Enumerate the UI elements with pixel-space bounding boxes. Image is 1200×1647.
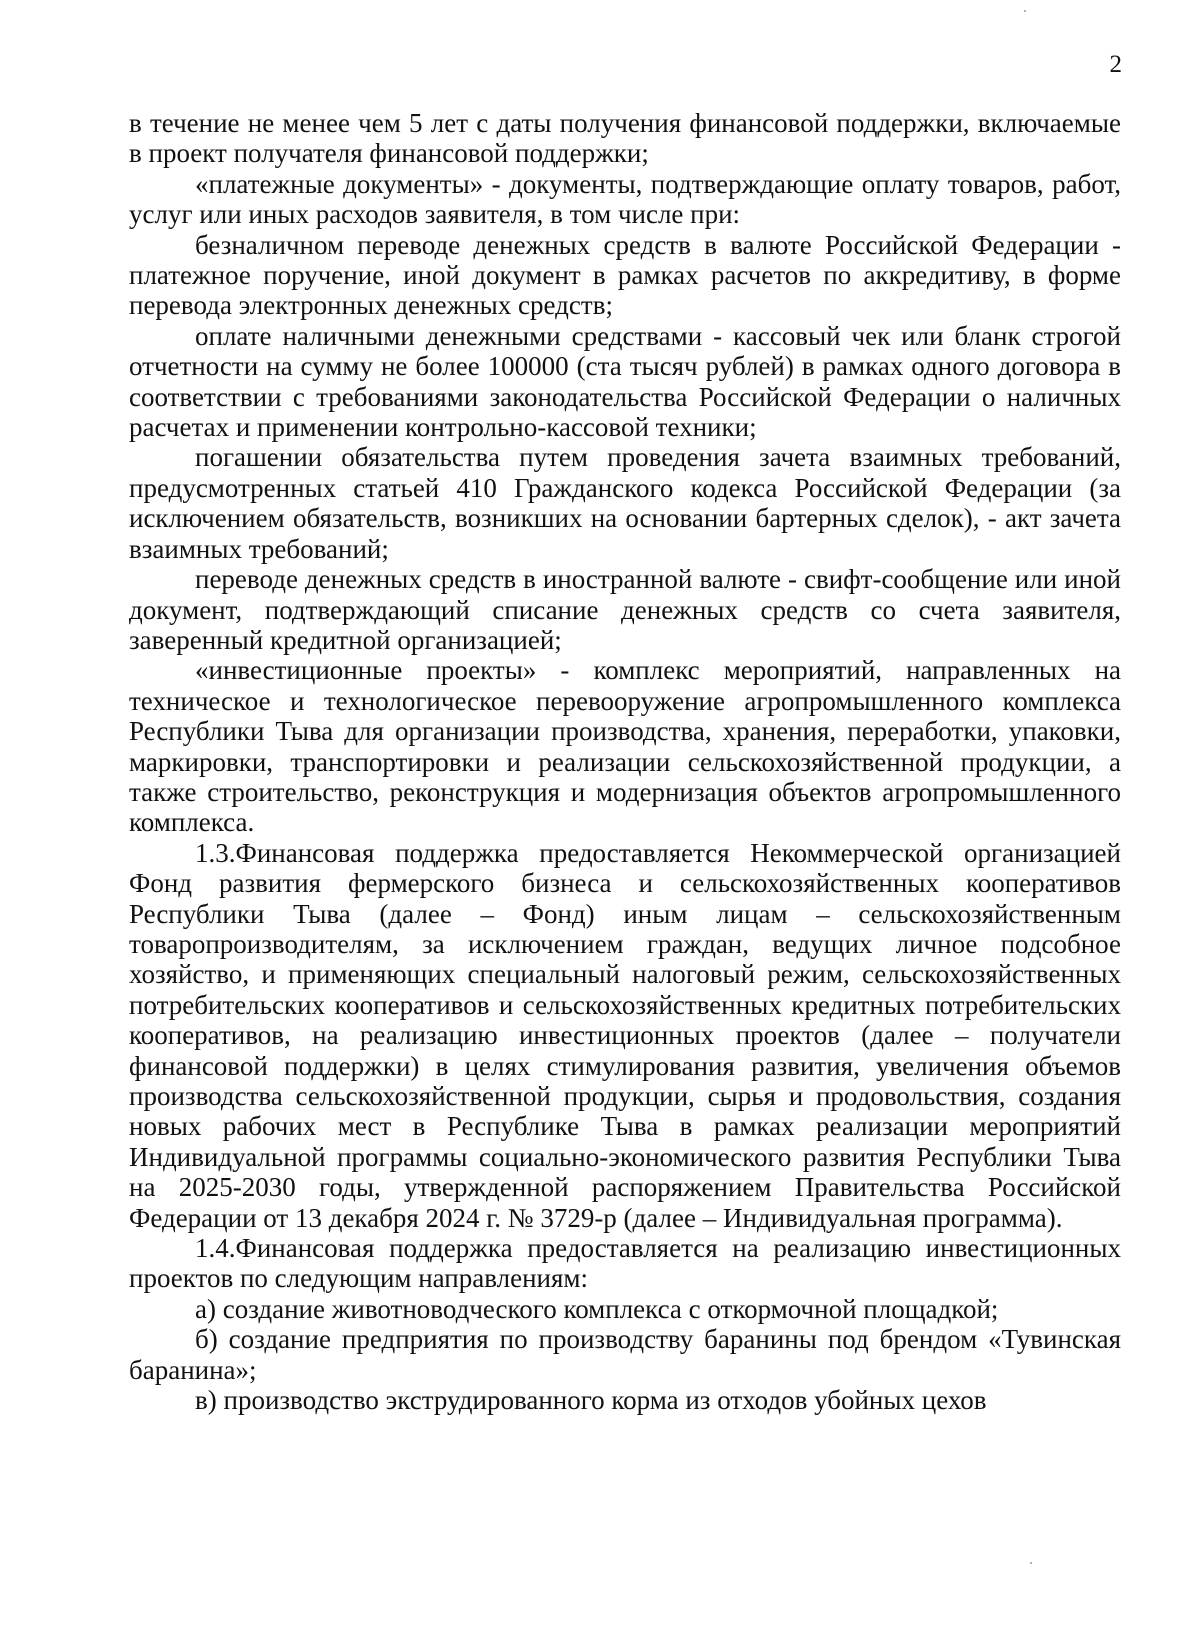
page-number: 2	[1109, 51, 1122, 78]
list-item-b: б) создание предприятия по производству баранины под брендом «Тувинская баранина»;	[129, 1324, 1121, 1385]
paragraph-investment-projects-definition: «инвестиционные проекты» - комплекс мероприятий, направленных на техническое и технологическое перевооружение агропромышленного комплекса Республики Тыва для организации производства, хранения, переработки, упаковки, маркировки, транспортировки и реализации сельскохозяйственной продукции, а также строительство, реконструкция и модернизация объектов агропромышленного комплекса.	[129, 655, 1121, 838]
paragraph-cash-payment: оплате наличными денежными средствами - кассовый чек или бланк строгой отчетности на сумму не более 100000 (ста тысяч рублей) в рамках одного договора в соответствии с требованиями законодательства Российской Федерации о наличных расчетах и применении контрольно-кассовой техники;	[129, 320, 1121, 443]
paragraph-section-1-4: 1.4.Финансовая поддержка предоставляется на реализацию инвестиционных проектов по следующим направлениям:	[129, 1233, 1121, 1294]
paragraph-continuation: в течение не менее чем 5 лет с даты получения финансовой поддержки, включаемые в проект получателя финансовой поддержки;	[129, 108, 1121, 169]
paragraph-cashless-transfer: безналичном переводе денежных средств в валюте Российской Федерации - платежное поручение, иной документ в рамках расчетов по аккредитиву, в форме перевода электронных денежных средств;	[129, 229, 1121, 321]
paragraph-mutual-offset: погашении обязательства путем проведения зачета взаимных требований, предусмотренных статьей 410 Гражданского кодекса Российской Федерации (за исключением обязательств, возникших на основании бартерных сделок), - акт зачета взаимных требований;	[129, 442, 1121, 564]
list-item-c: в) производство экструдированного корма из отходов убойных цехов	[195, 1385, 987, 1416]
scan-speck	[1024, 10, 1026, 12]
paragraph-foreign-currency-transfer: переводе денежных средств в иностранной валюте - свифт-сообщение или иной документ, подтверждающий списание денежных средств со счета заявителя, заверенный кредитной организацией;	[129, 564, 1121, 655]
scan-speck	[1030, 1562, 1032, 1564]
document-body	[129, 108, 1121, 1415]
paragraph-section-1-3: 1.3.Финансовая поддержка предоставляется Некоммерческой организацией Фонд развития фермерского бизнеса и сельскохозяйственных кооперативов Республики Тыва (далее – Фонд) иным лицам – сельскохозяйственным товаропроизводителям, за исключением граждан, ведущих личное подсобное хозяйство, и применяющих специальный налоговый режим, сельскохозяйственных потребительских кооперативов и сельскохозяйственных кредитных потребительских кооперативов, на реализацию инвестиционных проектов (далее – получатели финансовой поддержки) в целях стимулирования развития, увеличения объемов производства сельскохозяйственной продукции, сырья и продовольствия, создания новых рабочих мест в Республике Тыва в рамках реализации мероприятий Индивидуальной программы социально-экономического развития Республики Тыва на 2025-2030 годы, утвержденной распоряжением Правительства Российской Федерации от 13 декабря 2024 г. № 3729-р (далее – Индивидуальная программа).	[129, 837, 1121, 1233]
paragraph-payment-documents-definition: «платежные документы» - документы, подтверждающие оплату товаров, работ, услуг или иных расходов заявителя, в том числе при:	[129, 168, 1121, 230]
list-item-a: а) создание животноводческого комплекса с откормочной площадкой;	[195, 1293, 999, 1324]
